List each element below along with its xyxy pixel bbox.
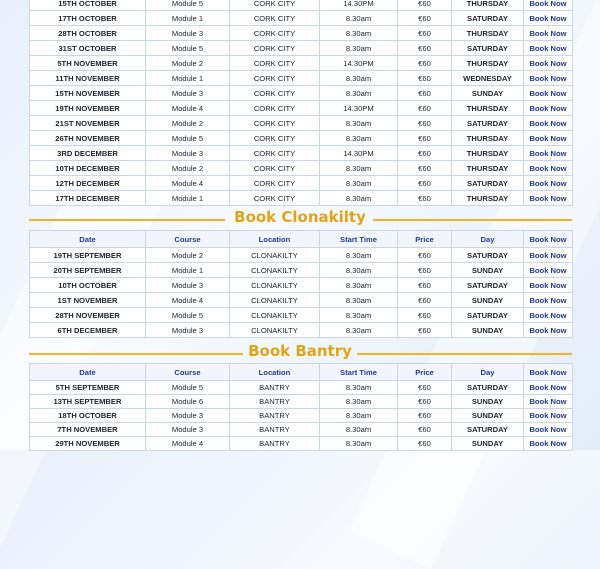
day-cell: SUNDAY bbox=[452, 409, 524, 423]
price-cell: €60 bbox=[398, 86, 452, 101]
table-row bbox=[30, 26, 573, 41]
table-header-row bbox=[30, 364, 573, 381]
day-cell: SUNDAY bbox=[452, 437, 524, 451]
date-cell: 1ST NOVEMBER bbox=[30, 293, 146, 308]
day-cell: SUNDAY bbox=[452, 86, 524, 101]
book-now-link[interactable]: Book Now bbox=[524, 248, 573, 263]
start-time-cell: 8.30am bbox=[320, 293, 398, 308]
location-header: Location bbox=[230, 364, 320, 381]
book-now-link[interactable]: Book Now bbox=[524, 161, 573, 176]
location-cell: CLONAKILTY bbox=[230, 308, 320, 323]
clonakilty-schedule-body bbox=[30, 248, 573, 338]
bantry-schedule-body bbox=[30, 381, 573, 451]
table-row bbox=[30, 176, 573, 191]
location-cell: CORK CITY bbox=[230, 146, 320, 161]
book-now-link[interactable]: Book Now bbox=[524, 293, 573, 308]
book-now-link[interactable]: Book Now bbox=[524, 323, 573, 338]
day-cell: SUNDAY bbox=[452, 293, 524, 308]
date-cell: 17TH OCTOBER bbox=[30, 11, 146, 26]
price-cell: €60 bbox=[398, 161, 452, 176]
table-row bbox=[30, 146, 573, 161]
course-cell: Module 1 bbox=[146, 71, 230, 86]
date-cell: 15TH OCTOBER bbox=[30, 0, 146, 11]
location-cell: CORK CITY bbox=[230, 161, 320, 176]
day-cell: THURSDAY bbox=[452, 101, 524, 116]
book-now-link[interactable]: Book Now bbox=[524, 116, 573, 131]
start-time-cell: 14.30PM bbox=[320, 56, 398, 71]
location-cell: BANTRY bbox=[230, 423, 320, 437]
date-cell: 5TH SEPTEMBER bbox=[30, 381, 146, 395]
location-cell: CORK CITY bbox=[230, 116, 320, 131]
day-cell: THURSDAY bbox=[452, 0, 524, 11]
date-cell: 26TH NOVEMBER bbox=[30, 131, 146, 146]
table-row bbox=[30, 437, 573, 451]
price-cell: €60 bbox=[398, 71, 452, 86]
location-cell: CORK CITY bbox=[230, 176, 320, 191]
location-cell: CLONAKILTY bbox=[230, 248, 320, 263]
date-cell: 21ST NOVEMBER bbox=[30, 116, 146, 131]
course-cell: Module 5 bbox=[146, 308, 230, 323]
book-now-link[interactable]: Book Now bbox=[524, 0, 573, 11]
book-now-header: Book Now bbox=[524, 231, 573, 248]
price-cell: €60 bbox=[398, 409, 452, 423]
location-header: Location bbox=[230, 231, 320, 248]
price-header: Price bbox=[398, 364, 452, 381]
book-now-link[interactable]: Book Now bbox=[524, 101, 573, 116]
course-cell: Module 6 bbox=[146, 395, 230, 409]
price-cell: €60 bbox=[398, 395, 452, 409]
book-now-link[interactable]: Book Now bbox=[524, 26, 573, 41]
course-cell: Module 3 bbox=[146, 409, 230, 423]
location-cell: CORK CITY bbox=[230, 71, 320, 86]
location-cell: CORK CITY bbox=[230, 191, 320, 206]
location-cell: CORK CITY bbox=[230, 56, 320, 71]
book-now-link[interactable]: Book Now bbox=[524, 437, 573, 451]
start-time-header: Start Time bbox=[320, 364, 398, 381]
date-cell: 13TH SEPTEMBER bbox=[30, 395, 146, 409]
price-cell: €60 bbox=[398, 191, 452, 206]
location-cell: BANTRY bbox=[230, 381, 320, 395]
table-row bbox=[30, 41, 573, 56]
course-cell: Module 3 bbox=[146, 26, 230, 41]
date-cell: 7TH NOVEMBER bbox=[30, 423, 146, 437]
price-cell: €60 bbox=[398, 293, 452, 308]
day-header: Day bbox=[452, 364, 524, 381]
course-cell: Module 3 bbox=[146, 146, 230, 161]
start-time-cell: 8.30am bbox=[320, 11, 398, 26]
day-cell: SATURDAY bbox=[452, 248, 524, 263]
price-cell: €60 bbox=[398, 26, 452, 41]
date-cell: 29TH NOVEMBER bbox=[30, 437, 146, 451]
date-cell: 28TH NOVEMBER bbox=[30, 308, 146, 323]
course-cell: Module 5 bbox=[146, 0, 230, 11]
location-cell: CORK CITY bbox=[230, 86, 320, 101]
book-now-link[interactable]: Book Now bbox=[524, 41, 573, 56]
book-now-link[interactable]: Book Now bbox=[524, 86, 573, 101]
table-row bbox=[30, 101, 573, 116]
start-time-cell: 8.30am bbox=[320, 131, 398, 146]
location-cell: BANTRY bbox=[230, 437, 320, 451]
location-cell: CORK CITY bbox=[230, 0, 320, 11]
course-cell: Module 1 bbox=[146, 191, 230, 206]
date-cell: 18TH OCTOBER bbox=[30, 409, 146, 423]
location-cell: CORK CITY bbox=[230, 131, 320, 146]
course-cell: Module 2 bbox=[146, 161, 230, 176]
book-now-link[interactable]: Book Now bbox=[524, 409, 573, 423]
start-time-cell: 8.30am bbox=[320, 278, 398, 293]
course-cell: Module 3 bbox=[146, 278, 230, 293]
book-now-link[interactable]: Book Now bbox=[524, 278, 573, 293]
day-cell: THURSDAY bbox=[452, 26, 524, 41]
date-cell: 12TH DECEMBER bbox=[30, 176, 146, 191]
book-now-link[interactable]: Book Now bbox=[524, 176, 573, 191]
book-now-link[interactable]: Book Now bbox=[524, 308, 573, 323]
day-cell: SATURDAY bbox=[452, 176, 524, 191]
book-now-link[interactable]: Book Now bbox=[524, 131, 573, 146]
price-cell: €60 bbox=[398, 41, 452, 56]
course-cell: Module 3 bbox=[146, 423, 230, 437]
table-row bbox=[30, 308, 573, 323]
date-cell: 15TH NOVEMBER bbox=[30, 86, 146, 101]
location-cell: CORK CITY bbox=[230, 11, 320, 26]
day-cell: THURSDAY bbox=[452, 161, 524, 176]
date-cell: 10TH OCTOBER bbox=[30, 278, 146, 293]
day-cell: SATURDAY bbox=[452, 116, 524, 131]
course-cell: Module 5 bbox=[146, 381, 230, 395]
course-header: Course bbox=[146, 231, 230, 248]
date-cell: 10TH DECEMBER bbox=[30, 161, 146, 176]
start-time-cell: 8.30am bbox=[320, 161, 398, 176]
start-time-cell: 14.30PM bbox=[320, 146, 398, 161]
price-cell: €60 bbox=[398, 323, 452, 338]
start-time-cell: 8.30am bbox=[320, 323, 398, 338]
book-now-link[interactable]: Book Now bbox=[524, 423, 573, 437]
start-time-cell: 8.30am bbox=[320, 437, 398, 451]
start-time-header: Start Time bbox=[320, 231, 398, 248]
course-header: Course bbox=[146, 364, 230, 381]
course-cell: Module 2 bbox=[146, 248, 230, 263]
date-cell: 28TH OCTOBER bbox=[30, 26, 146, 41]
table-row bbox=[30, 395, 573, 409]
price-cell: €60 bbox=[398, 437, 452, 451]
book-now-link[interactable]: Book Now bbox=[524, 71, 573, 86]
start-time-cell: 8.30am bbox=[320, 409, 398, 423]
day-cell: SATURDAY bbox=[452, 278, 524, 293]
location-cell: CLONAKILTY bbox=[230, 263, 320, 278]
start-time-cell: 8.30am bbox=[320, 191, 398, 206]
day-header: Day bbox=[452, 231, 524, 248]
price-cell: €60 bbox=[398, 381, 452, 395]
location-cell: CLONAKILTY bbox=[230, 293, 320, 308]
location-cell: CORK CITY bbox=[230, 26, 320, 41]
day-cell: WEDNESDAY bbox=[452, 71, 524, 86]
course-cell: Module 4 bbox=[146, 293, 230, 308]
date-cell: 11TH NOVEMBER bbox=[30, 71, 146, 86]
start-time-cell: 8.30am bbox=[320, 176, 398, 191]
heading-rule-right bbox=[357, 353, 572, 355]
bantry-title: Book Bantry bbox=[248, 342, 352, 360]
start-time-cell: 14.30PM bbox=[320, 101, 398, 116]
date-cell: 17TH DECEMBER bbox=[30, 191, 146, 206]
price-cell: €60 bbox=[398, 423, 452, 437]
table-row bbox=[30, 323, 573, 338]
table-row bbox=[30, 278, 573, 293]
date-cell: 5TH NOVEMBER bbox=[30, 56, 146, 71]
location-cell: CLONAKILTY bbox=[230, 278, 320, 293]
start-time-cell: 8.30am bbox=[320, 395, 398, 409]
book-now-link[interactable]: Book Now bbox=[524, 146, 573, 161]
start-time-cell: 8.30am bbox=[320, 308, 398, 323]
table-row bbox=[30, 131, 573, 146]
price-cell: €60 bbox=[398, 248, 452, 263]
start-time-cell: 8.30am bbox=[320, 116, 398, 131]
day-cell: THURSDAY bbox=[452, 191, 524, 206]
day-cell: SATURDAY bbox=[452, 381, 524, 395]
price-cell: €60 bbox=[398, 263, 452, 278]
table-row bbox=[30, 56, 573, 71]
book-now-link[interactable]: Book Now bbox=[524, 381, 573, 395]
book-now-link[interactable]: Book Now bbox=[524, 56, 573, 71]
location-cell: BANTRY bbox=[230, 395, 320, 409]
start-time-cell: 8.30am bbox=[320, 263, 398, 278]
clonakilty-title: Book Clonakilty bbox=[234, 208, 366, 226]
start-time-cell: 8.30am bbox=[320, 26, 398, 41]
table-row bbox=[30, 409, 573, 423]
start-time-cell: 8.30am bbox=[320, 381, 398, 395]
table-row bbox=[30, 116, 573, 131]
table-row bbox=[30, 0, 573, 11]
start-time-cell: 8.30am bbox=[320, 41, 398, 56]
location-cell: BANTRY bbox=[230, 409, 320, 423]
course-cell: Module 1 bbox=[146, 11, 230, 26]
start-time-cell: 8.30am bbox=[320, 86, 398, 101]
book-now-link[interactable]: Book Now bbox=[524, 263, 573, 278]
price-cell: €60 bbox=[398, 308, 452, 323]
table-row bbox=[30, 381, 573, 395]
course-cell: Module 2 bbox=[146, 56, 230, 71]
start-time-cell: 14.30PM bbox=[320, 0, 398, 11]
price-cell: €60 bbox=[398, 56, 452, 71]
course-cell: Module 4 bbox=[146, 176, 230, 191]
course-cell: Module 3 bbox=[146, 86, 230, 101]
day-cell: SUNDAY bbox=[452, 263, 524, 278]
day-cell: THURSDAY bbox=[452, 56, 524, 71]
table-row bbox=[30, 71, 573, 86]
price-cell: €60 bbox=[398, 176, 452, 191]
table-row bbox=[30, 263, 573, 278]
date-cell: 31ST OCTOBER bbox=[30, 41, 146, 56]
price-cell: €60 bbox=[398, 11, 452, 26]
price-cell: €60 bbox=[398, 0, 452, 11]
course-cell: Module 5 bbox=[146, 41, 230, 56]
course-cell: Module 4 bbox=[146, 437, 230, 451]
price-cell: €60 bbox=[398, 131, 452, 146]
date-header: Date bbox=[30, 364, 146, 381]
price-cell: €60 bbox=[398, 116, 452, 131]
table-row bbox=[30, 11, 573, 26]
table-header-row bbox=[30, 231, 573, 248]
date-header: Date bbox=[30, 231, 146, 248]
day-cell: SUNDAY bbox=[452, 323, 524, 338]
course-cell: Module 2 bbox=[146, 116, 230, 131]
course-cell: Module 5 bbox=[146, 131, 230, 146]
date-cell: 3RD DECEMBER bbox=[30, 146, 146, 161]
day-cell: THURSDAY bbox=[452, 146, 524, 161]
cork-schedule-body bbox=[30, 0, 573, 206]
price-header: Price bbox=[398, 231, 452, 248]
start-time-cell: 8.30am bbox=[320, 248, 398, 263]
date-cell: 19TH SEPTEMBER bbox=[30, 248, 146, 263]
table-row bbox=[30, 86, 573, 101]
price-cell: €60 bbox=[398, 278, 452, 293]
date-cell: 20TH SEPTEMBER bbox=[30, 263, 146, 278]
start-time-cell: 8.30am bbox=[320, 71, 398, 86]
table-row bbox=[30, 248, 573, 263]
bantry-schedule-table bbox=[29, 363, 573, 451]
course-cell: Module 1 bbox=[146, 263, 230, 278]
location-cell: CORK CITY bbox=[230, 41, 320, 56]
clonakilty-schedule-table bbox=[29, 230, 573, 338]
table-row bbox=[30, 161, 573, 176]
day-cell: SATURDAY bbox=[452, 11, 524, 26]
table-row bbox=[30, 293, 573, 308]
book-now-header: Book Now bbox=[524, 364, 573, 381]
day-cell: SATURDAY bbox=[452, 41, 524, 56]
price-cell: €60 bbox=[398, 146, 452, 161]
start-time-cell: 8.30am bbox=[320, 423, 398, 437]
book-now-link[interactable]: Book Now bbox=[524, 395, 573, 409]
date-cell: 6TH DECEMBER bbox=[30, 323, 146, 338]
book-now-link[interactable]: Book Now bbox=[524, 191, 573, 206]
location-cell: CLONAKILTY bbox=[230, 323, 320, 338]
day-cell: SATURDAY bbox=[452, 423, 524, 437]
day-cell: SUNDAY bbox=[452, 395, 524, 409]
table-row bbox=[30, 423, 573, 437]
course-cell: Module 3 bbox=[146, 323, 230, 338]
date-cell: 19TH NOVEMBER bbox=[30, 101, 146, 116]
course-cell: Module 4 bbox=[146, 101, 230, 116]
day-cell: SATURDAY bbox=[452, 308, 524, 323]
book-now-link[interactable]: Book Now bbox=[524, 11, 573, 26]
location-cell: CORK CITY bbox=[230, 101, 320, 116]
heading-rule-right bbox=[373, 219, 572, 221]
price-cell: €60 bbox=[398, 101, 452, 116]
table-row bbox=[30, 191, 573, 206]
day-cell: THURSDAY bbox=[452, 131, 524, 146]
cork-schedule-table bbox=[29, 0, 573, 206]
